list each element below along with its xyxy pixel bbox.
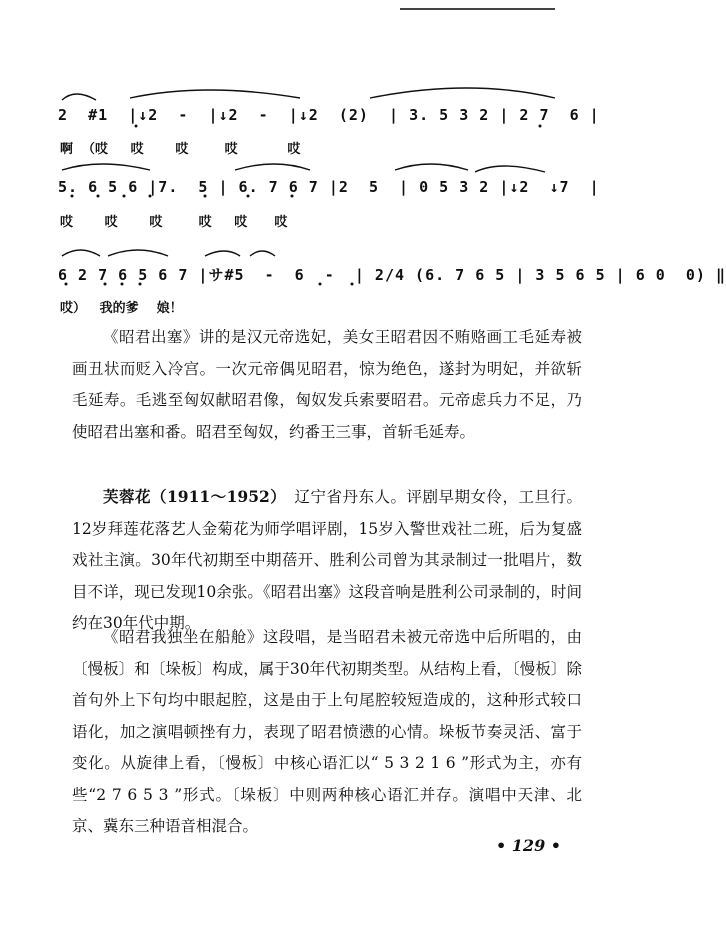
- lyric-line-1: 啊 （哎 哎 哎 哎 哎: [60, 142, 301, 157]
- paragraph-biography: [72, 481, 582, 640]
- slur: [205, 251, 240, 256]
- slur: [62, 94, 96, 100]
- dot: [135, 125, 138, 128]
- paragraph-biography-text: 辽宁省丹东人。评剧早期女伶，工旦行。12岁拜莲花落艺人金菊花为师学唱评剧，15岁入警世戏社二班，后为复盛戏社主演。30年代初期至中期蓓开、胜利公司曾为其录制过一批唱片，数目不详，现已发现10余张。《昭君出塞》这段音响是胜利公司录制的，时间约在30年代中期。: [72, 488, 582, 632]
- slur: [250, 251, 275, 256]
- lyric-line-3: 哎） 我的爹 娘！: [60, 301, 183, 316]
- slur: [475, 166, 545, 172]
- page-number: • 129 •: [496, 836, 561, 855]
- dot: [539, 125, 542, 128]
- paragraph-analysis-text: 《昭君我独坐在船舱》这段唱，是当昭君未被元帝选中后所唱的，由〔慢板〕和〔垛板〕构成，属于30年代初期类型。从结构上看，〔慢板〕除首句外上下句均中眼起腔，这是由于上句尾腔较短造成的，这种形式较口语化，加之演唱顿挫有力，表现了昭君愤懑的心情。垛板节奏灵活、富于变化。从旋律上看，〔慢板〕中核心语汇以“ 5 3 2 1 6 ”形式为主，亦有些“2 7 6 5 3 ”形式。〔垛板〕中则两种核心语汇并存。演唱中天津、北京、冀东三种语音相混合。: [72, 628, 582, 835]
- notation-line-1: 2 #1 |↓2 - |↓2 - |↓2 (2) | 3. 5 3 2 | 2 7 6 |: [58, 106, 600, 124]
- notation-line-3: 6 2 7 6 5 6 7 |サ#5 - 6 - | 2/4 (6. 7 6 5 | 3 5 6 5 | 6 0 0) ‖: [58, 266, 726, 284]
- paragraph-story-text: 《昭君出塞》讲的是汉元帝选妃，美女王昭君因不贿赂画工毛延寿被画丑状而贬入冷宫。一次元帝偶见昭君，惊为绝色，遂封为明妃，并欲斩毛延寿。毛逃至匈奴献昭君像，匈奴发兵索要昭君。元帝虑兵力不足，乃使昭君出塞和番。昭君至匈奴，约番王三事，首斩毛延寿。: [72, 328, 582, 441]
- slur: [62, 250, 100, 256]
- slur: [108, 250, 168, 256]
- biography-heading: 芙蓉花（1911～1952）: [103, 487, 279, 506]
- slur: [235, 164, 310, 170]
- slur: [370, 88, 555, 98]
- slur: [62, 164, 150, 170]
- slur: [130, 90, 300, 98]
- paragraph-analysis: [72, 622, 582, 843]
- paragraph-story: [72, 322, 582, 448]
- slur: [395, 164, 468, 170]
- notation-line-2: 5. 6 5 6 |7. 5 | 6. 7 6 7 |2 5 | 0 5 3 2 |↓2 ↓7 |: [58, 178, 600, 196]
- lyric-line-2: 哎 哎 哎 哎 哎 哎: [60, 215, 288, 230]
